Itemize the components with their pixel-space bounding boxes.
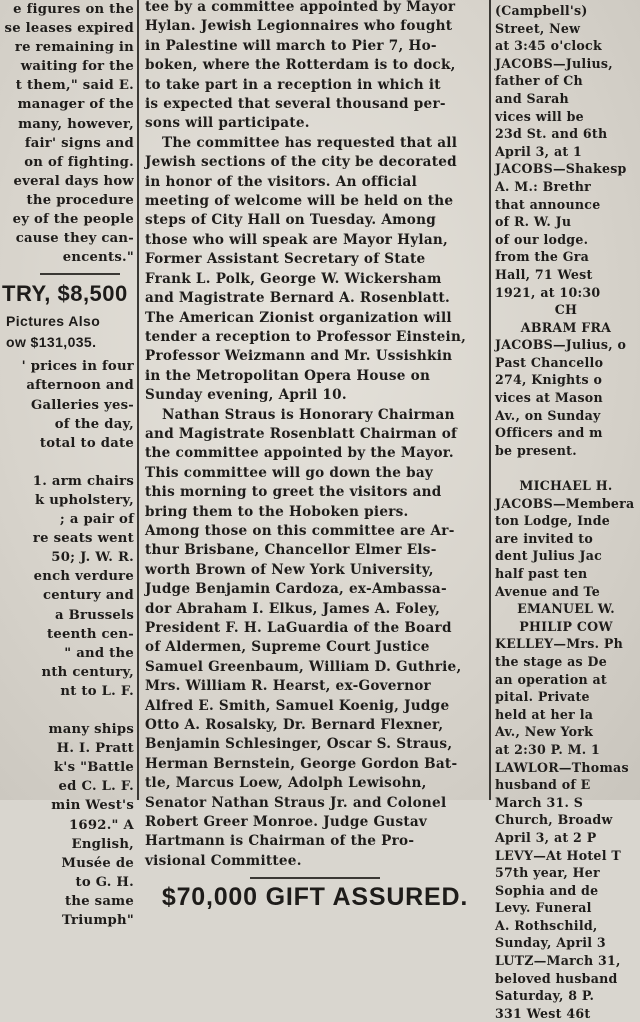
text-line: is expected that several thousand per- (145, 96, 446, 113)
text-line: in Palestine will march to Pier 7, Ho- (145, 37, 437, 54)
notice-line (492, 459, 640, 477)
text-line: Otto A. Rosalsky, Dr. Bernard Flexner, (145, 717, 444, 734)
text-line: waiting for the (20, 59, 134, 75)
text-line: e figures on the (13, 2, 134, 17)
text-line: visional Committee. (145, 852, 302, 869)
text-line: Mrs. William R. Hearst, ex-Governor (145, 678, 431, 695)
notice-line: of our lodge. (495, 231, 589, 247)
notice-line: pital. Private (495, 689, 590, 705)
notice-line: 57th year, Her (495, 865, 600, 881)
notice-line: Sunday, April 3 (495, 935, 606, 951)
notice-line: LUTZ—March 31, (495, 953, 621, 969)
notice-line: ABRAM FRA (520, 319, 612, 335)
notice-line: Officers and m (495, 425, 603, 441)
text-line: to take part in a reception in which it (145, 76, 441, 93)
notice-line: beloved husband (495, 970, 618, 986)
text-line: Jewish sections of the city be decorated (145, 154, 457, 171)
text-line: afternoon and (26, 378, 134, 394)
text-line: this morning to greet the visitors and (145, 484, 442, 501)
notice-line: father of Ch (495, 73, 583, 89)
notice-line: LAWLOR—Thomas (495, 759, 629, 775)
text-line: boken, where the Rotterdam is to dock, (145, 57, 456, 74)
text-line: fair' signs and (24, 135, 134, 151)
notice-line: dent Julius Jac (495, 548, 603, 564)
notice-line: held at her la (495, 706, 594, 722)
auction-subhead-2: ow $131,035. (6, 334, 97, 351)
text-line: 50; J. W. R. (51, 550, 134, 566)
text-line: Sunday evening, April 10. (145, 387, 347, 404)
gift-headline: $70,000 GIFT ASSURED. (161, 882, 469, 911)
text-line: to G. H. (75, 874, 134, 890)
text-line: Hartmann is Chairman of the Pro- (145, 833, 415, 850)
notice-line: (Campbell's) (495, 3, 588, 18)
text-line: Professor Weizmann and Mr. Ussishkin (145, 348, 453, 365)
text-line: bring them to the Hoboken piers. (145, 503, 409, 520)
notice-line: half past ten (495, 566, 588, 581)
text-line: encents." (62, 250, 134, 266)
text-line: on of fighting. (24, 154, 134, 170)
text-line: English, (71, 836, 134, 852)
notice-line: an operation at (495, 671, 607, 687)
text-line: tle, Marcus Loew, Adolph Lewisohn, (145, 775, 427, 792)
text-line: min West's (51, 798, 134, 814)
notice-line: JACOBS—Shakesp (495, 161, 627, 177)
notice-line: LEVY—At Hotel T (495, 847, 621, 863)
text-line: dor Abraham I. Elkus, James A. Foley, (145, 600, 441, 617)
notice-line: JACOBS—Julius, (495, 55, 613, 71)
text-line: re seats went (32, 531, 134, 547)
text-line: Alfred E. Smith, Samuel Koenig, Judge (145, 697, 450, 714)
text-line: everal days how (13, 173, 134, 189)
text-line: H. I. Pratt (56, 741, 134, 757)
text-line: t them," said E. (15, 78, 134, 94)
notice-line: JACOBS—Julius, o (495, 337, 627, 353)
text-line: of the day, (54, 416, 134, 432)
text-line: Benjamin Schlesinger, Oscar S. Straus, (145, 736, 453, 753)
text-line: Herman Bernstein, George Gordon Bat- (145, 755, 458, 772)
text-line: " and the (64, 645, 134, 661)
notice-line: 23d St. and 6th (495, 126, 608, 142)
text-line: total to date (39, 435, 134, 451)
notice-line: A. Rothschild, (495, 917, 598, 933)
article-body (140, 0, 490, 871)
notice-line: Levy. Funeral (495, 900, 592, 916)
text-line: teenth cen- (47, 626, 134, 642)
notice-line: April 3, at 1 (495, 143, 583, 159)
text-line: the committee appointed by the Mayor. (145, 445, 454, 462)
text-line: manager of the (17, 97, 134, 113)
text-line: century and (43, 588, 134, 604)
text-line: Nathan Straus is Honorary Chairman (162, 406, 455, 423)
text-line: cause they can- (15, 231, 134, 247)
text-line: Senator Nathan Straus Jr. and Colonel (145, 794, 447, 811)
notice-line: the stage as De (495, 653, 607, 669)
notice-line: 1921, at 10:30 (495, 284, 601, 300)
text-line: the procedure (26, 192, 134, 208)
text-line: 1692." A (69, 817, 134, 833)
text-line: Robert Greer Monroe. Judge Gustav (145, 814, 428, 831)
text-line: in the Metropolitan Opera House on (145, 367, 431, 384)
text-line: nt to L. F. (60, 683, 134, 699)
text-line: nth century, (41, 664, 134, 680)
text-line: those who will speak are Mayor Hylan, (145, 231, 448, 248)
notice-line: are invited to (495, 530, 593, 546)
notice-line: Hall, 71 West (495, 266, 593, 282)
notice-line: Saturday, 8 P. (495, 988, 595, 1004)
notice-line: from the Gra (495, 249, 590, 265)
notice-line: March 31. S (495, 794, 584, 810)
text-line: se leases expired (4, 21, 134, 37)
notice-line: 331 West 46t (495, 1005, 591, 1021)
text-line: k upholstery, (34, 492, 134, 508)
notice-line: A. M.: Brethr (495, 178, 592, 194)
auction-headline: TRY, $8,500 (2, 281, 128, 307)
death-notices (492, 2, 640, 1022)
notice-line: 274, Knights o (495, 372, 603, 388)
text-line: worth Brown of New York University, (145, 561, 434, 578)
notice-line: Av., New York (495, 724, 594, 740)
notice-line: Street, New (495, 20, 581, 36)
text-line: tee by a committee appointed by Mayor (145, 0, 456, 15)
notice-line: Av., on Sunday (495, 407, 601, 423)
text-line: This committee will go down the bay (145, 464, 434, 481)
text-line: of Aldermen, Supreme Court Justice (145, 639, 430, 656)
notice-line: vices at Mason (495, 390, 603, 406)
notice-line: of R. W. Ju (495, 214, 572, 230)
text-line: Triumph" (61, 913, 134, 929)
text-line: tender a reception to Professor Einstein, (145, 328, 467, 345)
notice-line: and Sarah (495, 90, 569, 106)
text-line: meeting of welcome will be held on the (145, 193, 454, 210)
text-line: many, however, (18, 116, 134, 132)
notice-line: ton Lodge, Inde (495, 513, 611, 529)
text-line: 1. arm chairs (32, 473, 134, 489)
right-column (492, 0, 640, 1022)
auction-subhead-1: Pictures Also (6, 313, 101, 330)
notice-line: PHILIP COW (519, 618, 613, 634)
text-line: ; a pair of (59, 512, 134, 528)
text-line: Former Assistant Secretary of State (145, 251, 426, 268)
notice-line: Church, Broadw (495, 812, 613, 828)
column-rule-right (489, 0, 491, 800)
notice-line: be present. (495, 442, 577, 458)
notice-line: at 2:30 P. M. 1 (495, 741, 601, 757)
notice-line: Past Chancello (495, 354, 604, 370)
text-line: steps of City Hall on Tuesday. Among (145, 212, 436, 229)
left-column-top-text (0, 0, 138, 267)
text-line: The committee has requested that all (162, 134, 458, 151)
notice-line: April 3, at 2 P (495, 829, 597, 845)
notice-line: husband of E (495, 777, 591, 793)
left-column-body-text (0, 357, 138, 930)
notice-line: EMANUEL W. (517, 601, 615, 617)
notice-line: KELLEY—Mrs. Ph (495, 636, 623, 652)
notice-line: Sophia and de (495, 882, 599, 898)
text-line: Frank L. Polk, George W. Wickersham (145, 270, 442, 287)
text-line: in honor of the visitors. An official (145, 173, 418, 190)
notice-line: CH (554, 302, 578, 318)
text-line: Musée de (61, 855, 134, 871)
middle-column (140, 0, 490, 912)
notice-line: at 3:45 o'clock (495, 38, 602, 54)
text-line: The American Zionist organization will (145, 309, 452, 326)
text-line (0, 453, 138, 472)
notice-line: Avenue and Te (495, 583, 600, 599)
text-line: Galleries yes- (30, 397, 134, 413)
text-line: Among those on this committee are Ar- (145, 522, 455, 539)
text-line: Samuel Greenbaum, William D. Guthrie, (145, 658, 462, 675)
text-line: a Brussels (55, 607, 134, 623)
text-line: and Magistrate Bernard A. Rosenblatt. (145, 290, 450, 307)
text-line: re remaining in (14, 40, 134, 56)
article-separator (250, 877, 380, 879)
text-line: the same (65, 893, 134, 909)
text-line: Judge Benjamin Cardoza, ex-Ambassa- (145, 581, 447, 598)
column-rule-left (137, 0, 139, 800)
text-line: thur Brisbane, Chancellor Elmer Els- (145, 542, 437, 559)
text-line (0, 701, 138, 720)
text-line: many ships (48, 722, 134, 738)
notice-line: that announce (495, 196, 601, 212)
left-column (0, 0, 138, 930)
text-line: Hylan. Jewish Legionnaires who fought (145, 18, 453, 35)
text-line: sons will participate. (145, 115, 310, 132)
notice-line: MICHAEL H. (519, 478, 613, 494)
text-line: k's "Battle (53, 760, 134, 776)
column-divider (40, 273, 120, 275)
notice-line: vices will be (495, 108, 584, 124)
text-line: and Magistrate Rosenblatt Chairman of (145, 425, 458, 442)
text-line: ed C. L. F. (58, 779, 134, 795)
text-line: ey of the people (12, 212, 134, 228)
text-line: President F. H. LaGuardia of the Board (145, 620, 452, 636)
text-line: ench verdure (33, 569, 134, 585)
notice-line: JACOBS—Membera (495, 495, 635, 511)
text-line: ' prices in four (21, 359, 134, 375)
